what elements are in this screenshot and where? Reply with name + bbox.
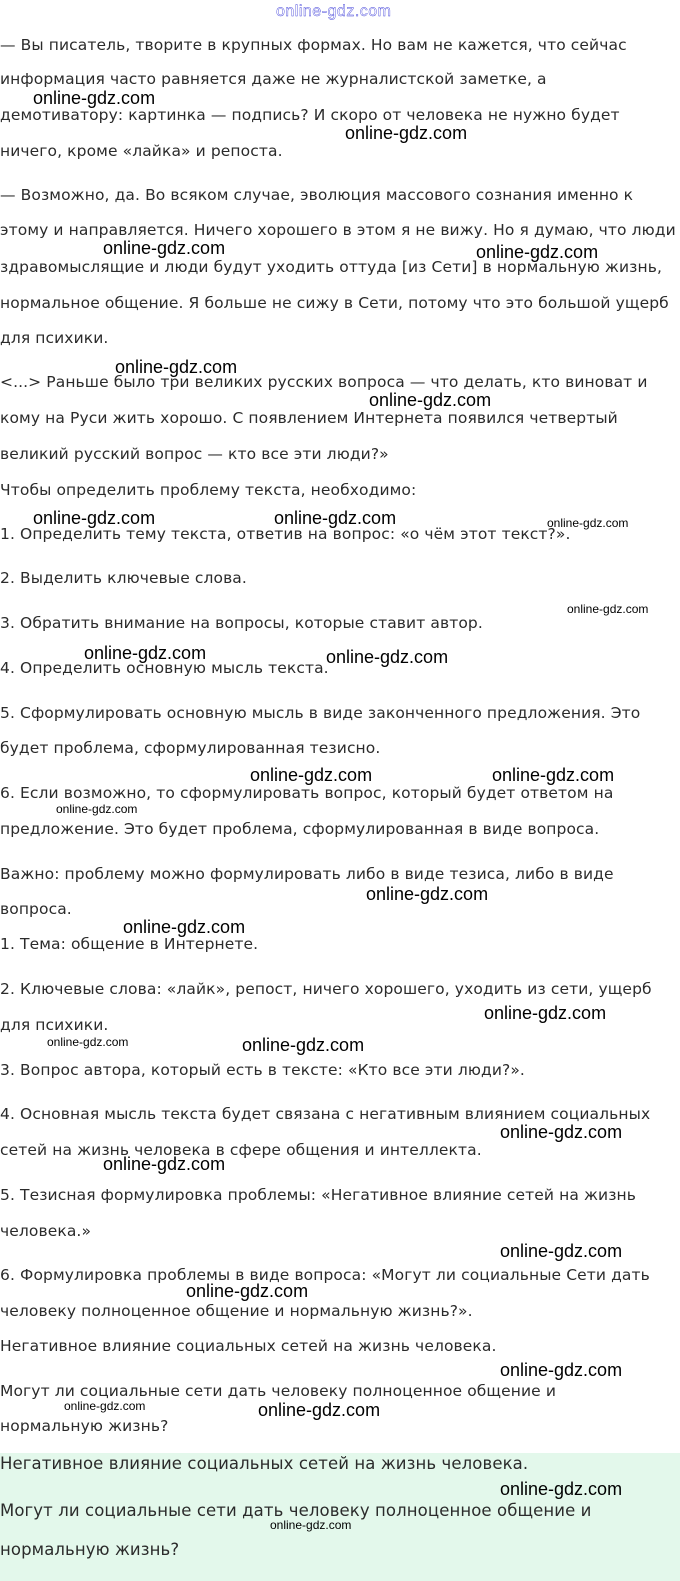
list-item: будет проблема, сформулированная тезисно. xyxy=(0,739,381,757)
text-line: нормальное общение. Я больше не сижу в Сети, потому что это большой ущерб xyxy=(0,294,669,312)
list-item: человеку полноценное общение и нормальную жизнь?». xyxy=(0,1302,473,1320)
watermark: online-gdz.com xyxy=(103,1154,226,1174)
watermark: online-gdz.com xyxy=(115,357,238,377)
list-item: 1. Тема: общение в Интернете. xyxy=(0,935,259,953)
watermark: online-gdz.com xyxy=(64,1399,146,1413)
watermark: online-gdz.com xyxy=(366,884,489,904)
watermark: online-gdz.com xyxy=(500,1360,623,1380)
answer-line: Негативное влияние социальных сетей на жизнь человека. xyxy=(0,1453,529,1473)
text-line: здравомыслящие и люди будут уходить оттуда [из Сети] в нормальную жизнь, xyxy=(0,258,662,276)
list-item: 5. Тезисная формулировка проблемы: «Негативное влияние сетей на жизнь xyxy=(0,1186,637,1204)
watermark: online-gdz.com xyxy=(369,390,492,410)
text-line: информация часто равняется даже не журналистской заметке, а xyxy=(0,70,547,88)
note: вопроса. xyxy=(0,900,72,918)
site-watermark-header: online-gdz.com xyxy=(276,3,392,20)
watermark: online-gdz.com xyxy=(345,123,468,143)
text-line: — Возможно, да. Во всяком случае, эволюция массового сознания именно к xyxy=(0,186,634,204)
watermark: online-gdz.com xyxy=(492,765,615,785)
watermark: online-gdz.com xyxy=(258,1400,381,1420)
conclusion-line: нормальную жизнь? xyxy=(0,1417,169,1435)
text-line: кому на Руси жить хорошо. С появлением Интернета появился четвертый xyxy=(0,409,618,427)
list-item: 6. Формулировка проблемы в виде вопроса: «Могут ли социальные Сети дать xyxy=(0,1266,650,1284)
list-item: человека.» xyxy=(0,1222,92,1240)
answer-box xyxy=(0,1453,680,1581)
list-item: 4. Определить основную мысль текста. xyxy=(0,659,329,677)
list-item: предложение. Это будет проблема, сформулированная в виде вопроса. xyxy=(0,820,600,838)
watermark: online-gdz.com xyxy=(326,647,449,667)
watermark: online-gdz.com xyxy=(274,508,397,528)
watermark: online-gdz.com xyxy=(484,1003,607,1023)
text-line: великий русский вопрос — кто все эти люди?» xyxy=(0,445,389,463)
text-line: этому и направляется. Ничего хорошего в этом я не вижу. Но я думаю, что люди xyxy=(0,221,676,239)
list-item: 3. Обратить внимание на вопросы, которые ставит автор. xyxy=(0,614,483,632)
text-line: демотиватору: картинка — подпись? И скоро от человека не нужно будет xyxy=(0,106,620,124)
watermark: online-gdz.com xyxy=(186,1281,309,1301)
watermark: online-gdz.com xyxy=(500,1479,623,1499)
conclusion-line: Могут ли социальные сети дать человеку полноценное общение и xyxy=(0,1382,557,1400)
watermark: online-gdz.com xyxy=(250,765,373,785)
text-line: <...> Раньше было три великих русских вопроса — что делать, кто виноват и xyxy=(0,373,648,391)
watermark: online-gdz.com xyxy=(270,1518,352,1532)
list-item: 2. Выделить ключевые слова. xyxy=(0,569,247,587)
list-item: 1. Определить тему текста, ответив на вопрос: «о чём этот текст?». xyxy=(0,525,571,543)
text-line: для психики. xyxy=(0,329,109,347)
conclusion-line: Негативное влияние социальных сетей на жизнь человека. xyxy=(0,1337,497,1355)
watermark: online-gdz.com xyxy=(103,238,226,258)
list-item: 2. Ключевые слова: «лайк», репост, ничего хорошего, уходить из сети, ущерб xyxy=(0,980,652,998)
answer-line: Могут ли социальные сети дать человеку полноценное общение и xyxy=(0,1501,592,1520)
watermark: online-gdz.com xyxy=(123,917,246,937)
list-item: 3. Вопрос автора, который есть в тексте: «Кто все эти люди?». xyxy=(0,1061,525,1079)
watermark: online-gdz.com xyxy=(242,1035,365,1055)
list-item: 4. Основная мысль текста будет связана с негативным влиянием социальных xyxy=(0,1105,651,1123)
text-line: — Вы писатель, творите в крупных формах. Но вам не кажется, что сейчас xyxy=(0,36,627,54)
watermark: online-gdz.com xyxy=(84,643,207,663)
watermark: online-gdz.com xyxy=(33,508,156,528)
watermark: online-gdz.com xyxy=(33,88,156,108)
watermark: online-gdz.com xyxy=(56,802,138,816)
note: Важно: проблему можно формулировать либо в виде тезиса, либо в виде xyxy=(0,865,614,883)
list-item: для психики. xyxy=(0,1016,109,1034)
watermark: online-gdz.com xyxy=(476,242,599,262)
watermark: online-gdz.com xyxy=(47,1035,129,1049)
watermark: online-gdz.com xyxy=(500,1241,623,1261)
instructions-heading: Чтобы определить проблему текста, необходимо: xyxy=(0,481,417,499)
answer-line: нормальную жизнь? xyxy=(0,1540,180,1559)
watermark: online-gdz.com xyxy=(567,602,649,616)
list-item: сетей на жизнь человека в сфере общения и интеллекта. xyxy=(0,1141,482,1159)
text-line: ничего, кроме «лайка» и репоста. xyxy=(0,142,283,160)
list-item: 6. Если возможно, то сформулировать вопрос, который будет ответом на xyxy=(0,784,614,802)
watermark: online-gdz.com xyxy=(500,1122,623,1142)
watermark: online-gdz.com xyxy=(547,516,629,530)
list-item: 5. Сформулировать основную мысль в виде законченного предложения. Это xyxy=(0,704,641,722)
